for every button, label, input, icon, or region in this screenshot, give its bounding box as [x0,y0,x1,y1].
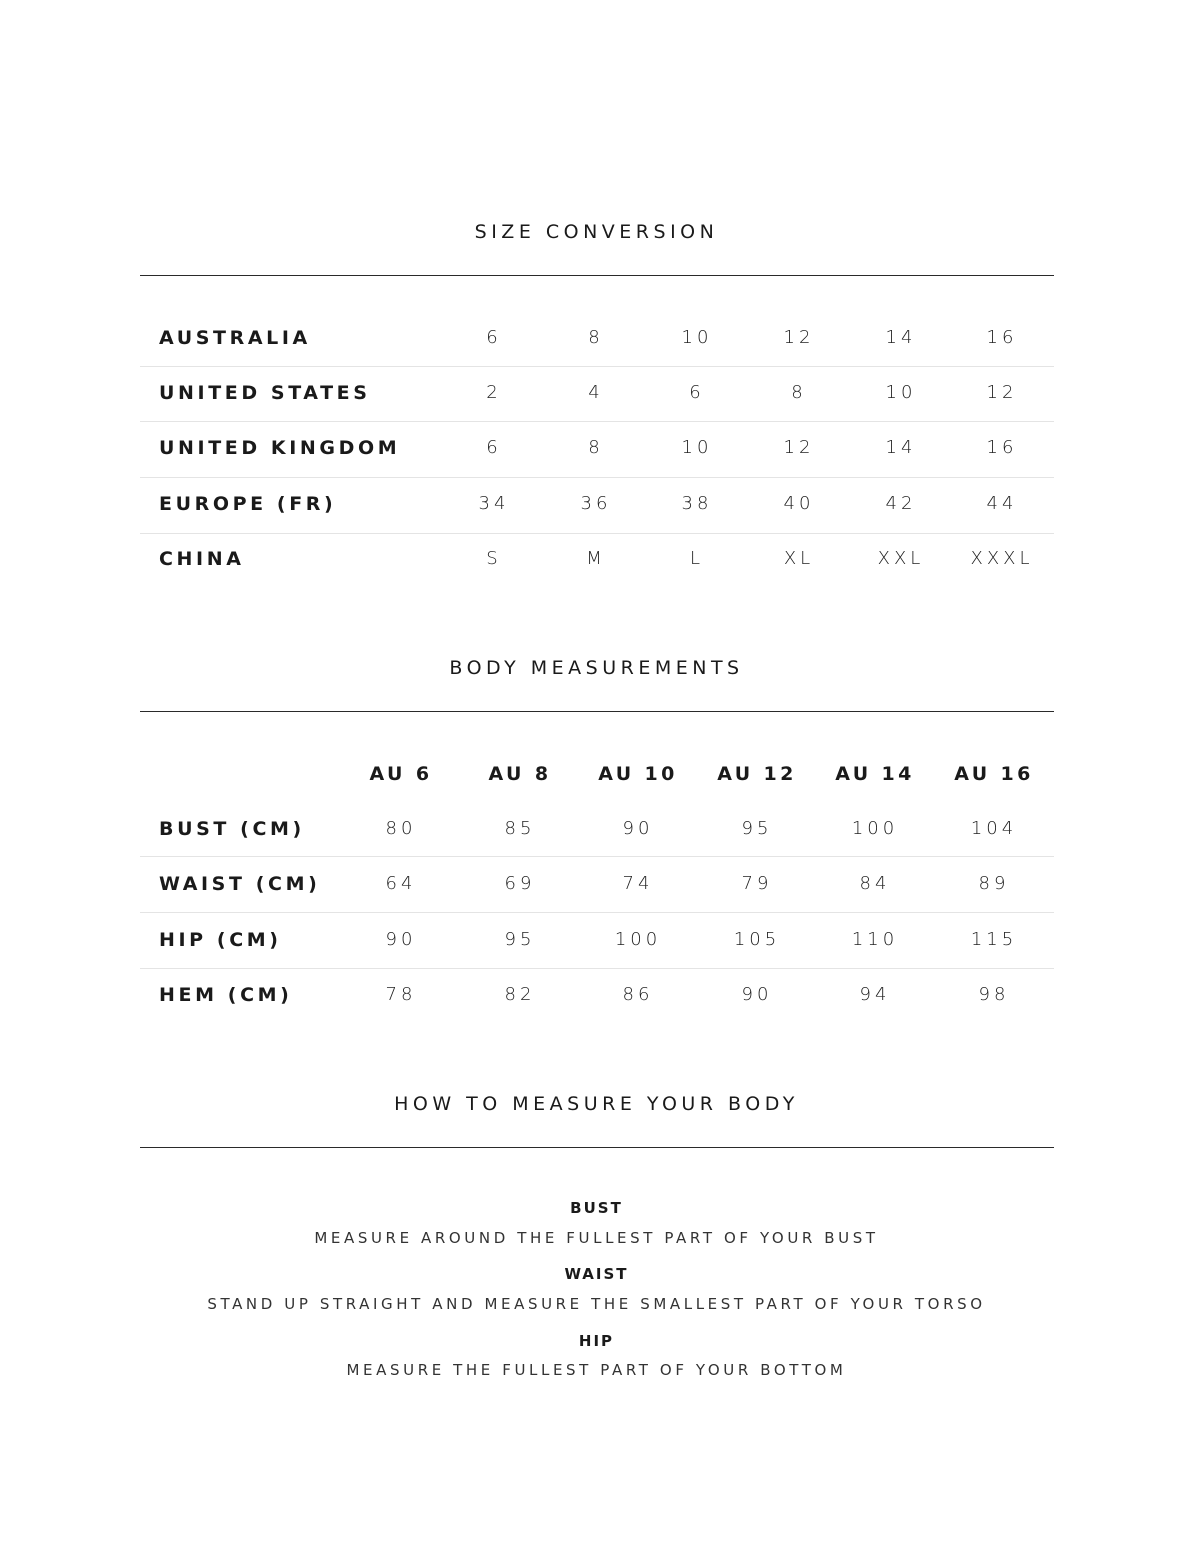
table-cell: 115 [970,929,1018,950]
row-label: BUST (CM) [159,818,305,840]
table-cell: 105 [733,929,781,950]
table-cell: 104 [970,818,1018,839]
table-cell: 42 [885,493,917,514]
table-cell: 40 [783,493,815,514]
table-cell: XXXL [970,548,1034,569]
row-label: WAIST (CM) [159,873,321,895]
table-cell: 8 [791,382,807,403]
column-header: AU 6 [369,763,433,785]
table-cell: 64 [385,873,417,894]
table-cell: 90 [741,984,773,1005]
how-to-measure-rule [140,1147,1054,1148]
table-cell: 12 [783,437,815,458]
how-to-measure-title: HOW TO MEASURE YOUR BODY [394,1093,799,1115]
table-cell: 14 [885,327,917,348]
table-cell: 8 [588,437,604,458]
guide-text-waist: STAND UP STRAIGHT AND MEASURE THE SMALLEST PART OF YOUR TORSO [207,1295,986,1313]
table-cell: S [486,548,502,569]
guide-heading-hip: HIP [578,1332,615,1350]
table-cell: 38 [681,493,713,514]
table-cell: 44 [986,493,1018,514]
row-label: AUSTRALIA [159,327,311,349]
row-divider [140,366,1054,367]
table-cell: 95 [504,929,536,950]
table-cell: 2 [486,382,502,403]
body-measurements-rule [140,711,1054,712]
table-cell: 110 [851,929,899,950]
table-cell: M [586,548,606,569]
row-label: UNITED STATES [159,382,371,404]
table-cell: 80 [385,818,417,839]
row-label: HIP (CM) [159,929,282,951]
row-divider [140,912,1054,913]
row-label: EUROPE (FR) [159,493,337,515]
table-cell: 8 [588,327,604,348]
table-cell: 14 [885,437,917,458]
table-cell: 34 [478,493,510,514]
row-divider [140,421,1054,422]
table-cell: 6 [486,327,502,348]
table-cell: 69 [504,873,536,894]
table-cell: XL [783,548,815,569]
table-cell: 98 [978,984,1010,1005]
table-cell: L [689,548,705,569]
table-cell: 12 [783,327,815,348]
column-header: AU 16 [954,763,1034,785]
table-cell: 82 [504,984,536,1005]
guide-heading-waist: WAIST [564,1265,629,1283]
table-cell: 36 [580,493,612,514]
table-cell: 85 [504,818,536,839]
size-conversion-title: SIZE CONVERSION [474,221,719,243]
row-label: HEM (CM) [159,984,293,1006]
table-cell: 90 [622,818,654,839]
table-cell: 6 [486,437,502,458]
table-cell: 10 [681,437,713,458]
row-divider [140,968,1054,969]
table-cell: 78 [385,984,417,1005]
row-divider [140,477,1054,478]
table-cell: 100 [614,929,662,950]
column-header: AU 14 [835,763,915,785]
row-label: UNITED KINGDOM [159,437,401,459]
table-cell: XXL [877,548,925,569]
body-measurements-title: BODY MEASUREMENTS [449,657,744,679]
column-header: AU 8 [488,763,552,785]
table-cell: 89 [978,873,1010,894]
table-cell: 79 [741,873,773,894]
table-cell: 10 [681,327,713,348]
column-header: AU 10 [598,763,678,785]
table-cell: 6 [689,382,705,403]
table-cell: 4 [588,382,604,403]
table-cell: 16 [986,327,1018,348]
guide-heading-bust: BUST [570,1199,623,1217]
table-cell: 86 [622,984,654,1005]
table-cell: 95 [741,818,773,839]
table-cell: 12 [986,382,1018,403]
guide-text-hip: MEASURE THE FULLEST PART OF YOUR BOTTOM [346,1361,847,1379]
table-cell: 74 [622,873,654,894]
guide-text-bust: MEASURE AROUND THE FULLEST PART OF YOUR BUST [314,1229,879,1247]
table-cell: 84 [859,873,891,894]
table-cell: 94 [859,984,891,1005]
table-cell: 16 [986,437,1018,458]
column-header: AU 12 [717,763,797,785]
table-cell: 100 [851,818,899,839]
table-cell: 90 [385,929,417,950]
size-conversion-rule [140,275,1054,276]
table-cell: 10 [885,382,917,403]
row-label: CHINA [159,548,245,570]
row-divider [140,533,1054,534]
row-divider [140,856,1054,857]
